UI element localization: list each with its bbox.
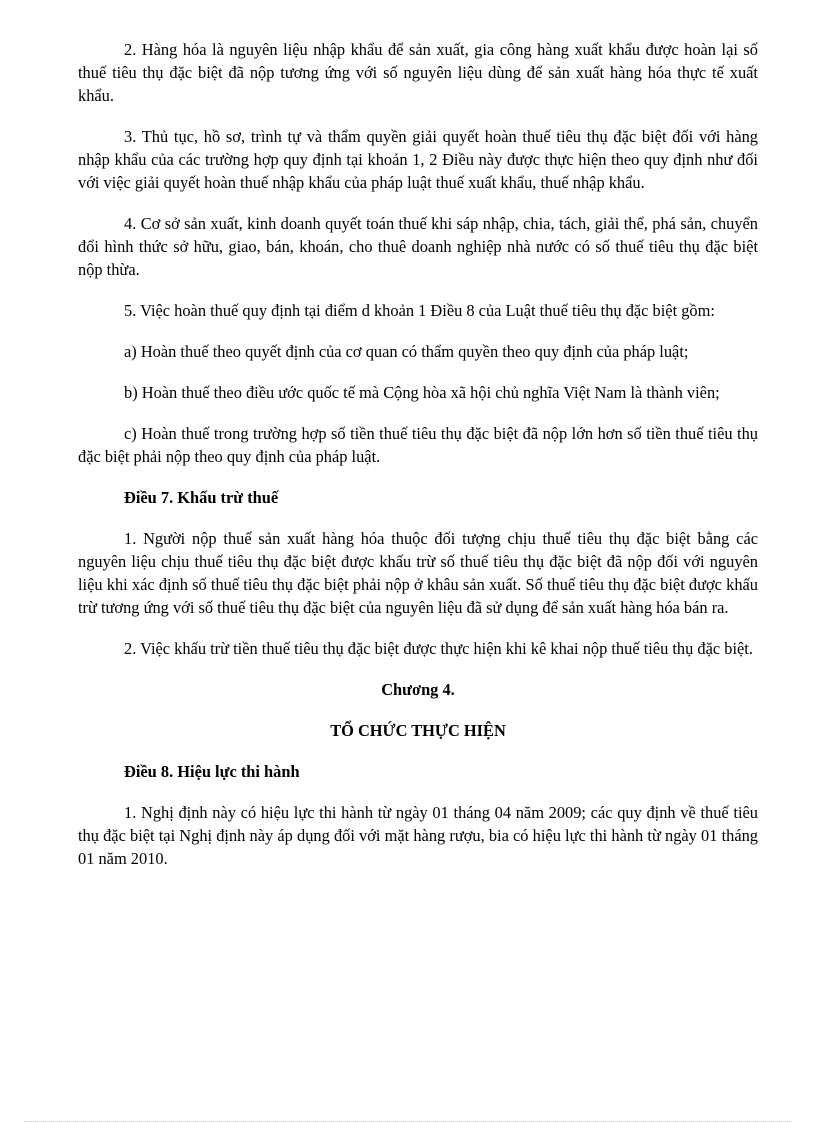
paragraph-refund-5: 5. Việc hoàn thuế quy định tại điểm d khoản 1 Điều 8 của Luật thuế tiêu thụ đặc biệt gồm: — [124, 301, 715, 320]
paragraph-refund-5b: b) Hoàn thuế theo điều ước quốc tế mà Cộng hòa xã hội chủ nghĩa Việt Nam là thành viên; — [124, 383, 720, 402]
chapter-title: TỔ CHỨC THỰC HIỆN — [330, 721, 506, 740]
chapter-number: Chương 4. — [381, 680, 455, 699]
paragraph-refund-5a: a) Hoàn thuế theo quyết định của cơ quan có thẩm quyền theo quy định của pháp luật; — [124, 342, 689, 361]
article-8-paragraph-1: 1. Nghị định này có hiệu lực thi hành từ ngày 01 tháng 04 năm 2009; các quy định về thuế tiêu thụ đặc biệt tại Nghị định này áp dụng đối với mặt hàng rượu, bia có hiệu lực thi hành từ ngày 01 tháng 01 năm 2010. — [78, 803, 758, 868]
article-8-heading: Điều 8. Hiệu lực thi hành — [124, 762, 300, 781]
paragraph-refund-2: 2. Hàng hóa là nguyên liệu nhập khẩu để sản xuất, gia công hàng xuất khẩu được hoàn lại số thuế tiêu thụ đặc biệt đã nộp tương ứng với số nguyên liệu dùng để sản xuất hàng hóa thực tế xuất khẩu. — [78, 40, 758, 105]
article-7-paragraph-1: 1. Người nộp thuế sản xuất hàng hóa thuộc đối tượng chịu thuế tiêu thụ đặc biệt bằng các nguyên liệu chịu thuế tiêu thụ đặc biệt được khấu trừ số thuế tiêu thụ đặc biệt đã nộp đối với nguyên liệu khi xác định số thuế tiêu thụ đặc biệt phải nộp ở khâu sản xuất. Số thuế tiêu thụ đặc biệt được khấu trừ tương ứng với số thuế tiêu thụ đặc biệt của nguyên liệu đã sử dụng để sản xuất hàng hóa bán ra. — [78, 529, 758, 617]
paragraph-refund-4: 4. Cơ sở sản xuất, kinh doanh quyết toán thuế khi sáp nhập, chia, tách, giải thể, phá sản, chuyển đổi hình thức sở hữu, giao, bán, khoán, cho thuê doanh nghiệp nhà nước có số thuế tiêu thụ đặc biệt nộp thừa. — [78, 214, 758, 279]
document-page — [78, 38, 758, 888]
page-bottom-divider — [24, 1121, 792, 1122]
paragraph-refund-3: 3. Thủ tục, hồ sơ, trình tự và thẩm quyền giải quyết hoàn thuế tiêu thụ đặc biệt đối với hàng nhập khẩu của các trường hợp quy định tại khoản 1, 2 Điều này được thực hiện theo quy định như đối với việc giải quyết hoàn thuế nhập khẩu của pháp luật thuế xuất khẩu, thuế nhập khẩu. — [78, 127, 758, 192]
article-7-paragraph-2: 2. Việc khấu trừ tiền thuế tiêu thụ đặc biệt được thực hiện khi kê khai nộp thuế tiêu thụ đặc biệt. — [124, 639, 753, 658]
article-7-heading: Điều 7. Khấu trừ thuế — [124, 488, 279, 507]
paragraph-refund-5c: c) Hoàn thuế trong trường hợp số tiền thuế tiêu thụ đặc biệt đã nộp lớn hơn số tiền thuế tiêu thụ đặc biệt phải nộp theo quy định của pháp luật. — [78, 424, 758, 466]
